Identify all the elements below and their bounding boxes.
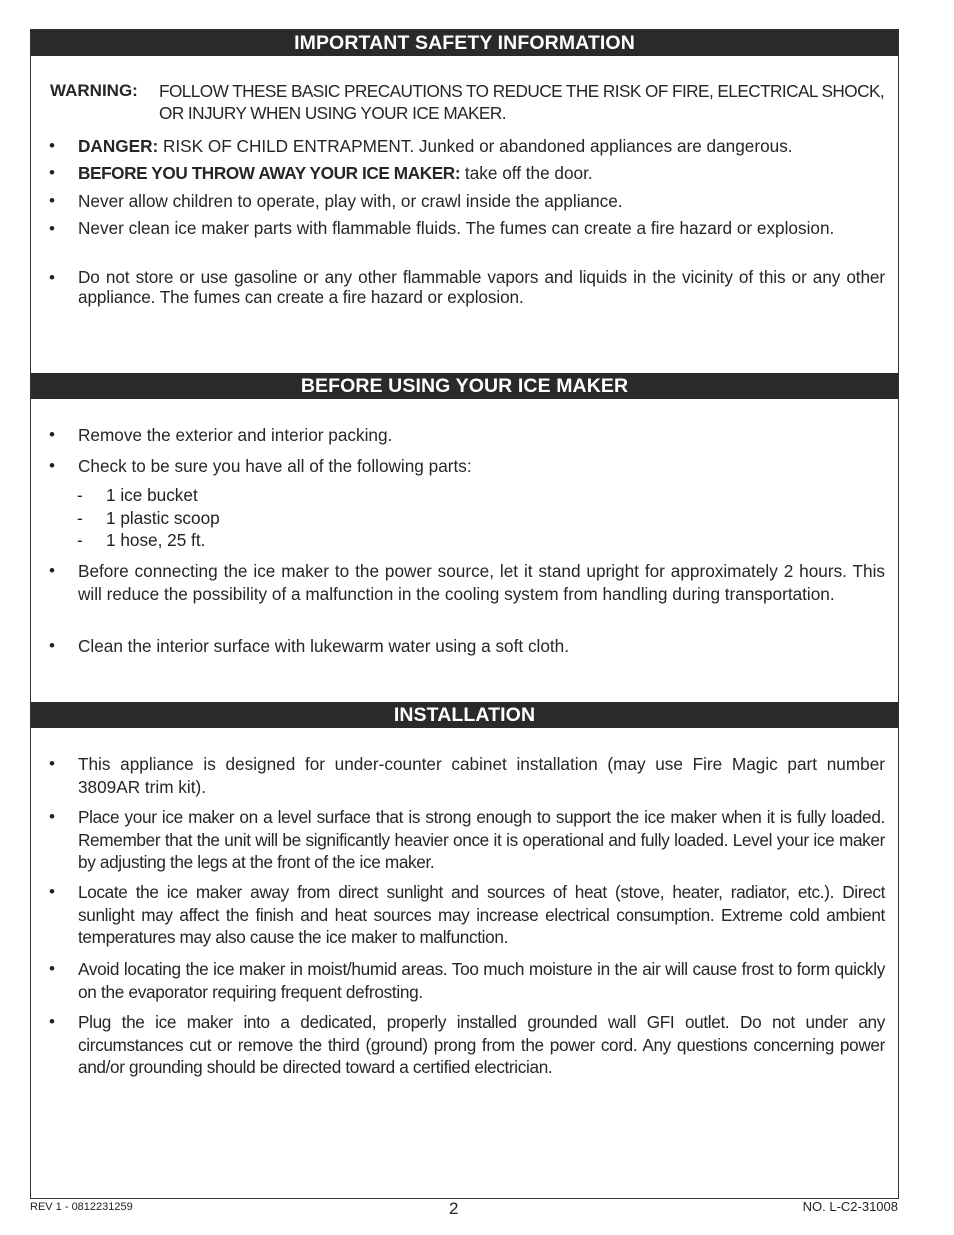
bullet-icon: • <box>49 456 55 475</box>
warning-label: WARNING: <box>50 81 138 100</box>
bullet-icon: • <box>49 959 55 978</box>
document-number: NO. L-C2-31008 <box>802 1199 898 1214</box>
page-frame: IMPORTANT SAFETY INFORMATION WARNING: FOLLOW THESE BASIC PRECAUTIONS TO REDUCE THE RISK OF FIRE, ELECTRICAL SHOCK, OR INJURY WHEN USING YOUR ICE MAKER. • DANGER: RISK OF CHILD ENTRAPMENT. Junked or abandoned appliances are dangerous. • BEFORE YOU THROW AWAY YOUR ICE MAKER: take off the door. • Never allow children to operate, play with, or crawl inside the appliance. • Never clean ice maker parts with flammable fluids. The fumes can create a fire hazard or explosion. • Do not store or use gasoline or any other flammable vapors and liquids in the vicinity of this or any other appliance. The fumes can create a fire hazard or explosion. BEFORE USING YOUR ICE MAKER • Remove the exterior and interior packing. • Check to be sure you have all of the following parts: - 1 ice bucket - 1 plastic scoop - 1 hose, 25 ft. • Before connecting the ice maker to the power source, let it stand upright for approximately 2 hours. This will reduce the possibility of a malfunction in the cooling system from handling during transportation. • Clean the interior surface with lukewarm water using a soft cloth. INSTALLATION • This appliance is designed for under-counter cabinet installation (may use Fire Magic part number 3809AR trim kit). • Place your ice maker on a level surface that is strong enough to support the ice maker when it is fully loaded. Remember that the unit will be significantly heavier once it is operational and fully loaded. Level your ice maker by adjusting the legs at the front of the ice maker. • Locate the ice maker away from direct sunlight and sources of heat (stove, heater, radiator, etc.). Direct sunlight may affect the finish and heat sources may increase electrical consumption. Extreme cold ambient temperatures may also cause the ice maker to malfunction. • Avoid locating the ice maker in moist/humid areas. Too much moisture in the air will cause frost to form quickly on the evaporator requiring frequent defrosting. • Plug the ice maker into a dedicated, properly installed grounded wall GFI outlet. Do not under any circumstances cut or remove the third (ground) prong from the power cord. Any questions concerning power and/or grounding should be directed toward a certified electrician. <box>30 29 899 1199</box>
revision-label: REV 1 - 0812231259 <box>30 1201 133 1213</box>
bullet-icon: • <box>49 807 55 826</box>
bullet-icon: • <box>49 561 55 580</box>
page-number: 2 <box>449 1199 459 1218</box>
bullet-icon: • <box>49 136 55 155</box>
bullet-text: Plug the ice maker into a dedicated, properly installed grounded wall GFI outlet. Do not under any circumstances cut or remove the third (ground) prong from the power cord. Any questions concerning power and/or grounding should be directed toward a certified electrician. <box>78 1012 885 1077</box>
bullet-icon: • <box>49 1012 55 1031</box>
bullet-text: Before connecting the ice maker to the power source, let it stand upright for approximately 2 hours. This will reduce the possibility of a malfunction in the cooling system from handling during transportation. <box>78 561 885 604</box>
bullet-text: RISK OF CHILD ENTRAPMENT. Junked or abandoned appliances are dangerous. <box>158 136 793 156</box>
bullet-text: Never clean ice maker parts with flammable fluids. The fumes can create a fire hazard or explosion. <box>78 218 835 238</box>
bullet-icon: • <box>49 163 55 182</box>
bullet-icon: • <box>49 754 55 773</box>
bullet-icon: • <box>49 636 55 655</box>
bullet-icon: • <box>49 425 55 444</box>
bullet-icon: • <box>49 191 55 210</box>
bullet-text: This appliance is designed for under-counter cabinet installation (may use Fire Magic part number 3809AR trim kit). <box>78 754 885 797</box>
bullet-icon: • <box>49 882 55 901</box>
installation-section-header: INSTALLATION <box>31 702 898 728</box>
bullet-text: Avoid locating the ice maker in moist/humid areas. Too much moisture in the air will cause frost to form quickly on the evaporator requiring frequent defrosting. <box>78 959 885 1002</box>
bullet-bold-label: DANGER: <box>78 136 159 156</box>
warning-text: FOLLOW THESE BASIC PRECAUTIONS TO REDUCE THE RISK OF FIRE, ELECTRICAL SHOCK, OR INJURY WHEN USING YOUR ICE MAKER. <box>159 81 885 123</box>
safety-section-header: IMPORTANT SAFETY INFORMATION <box>31 30 898 56</box>
bullet-text: Remove the exterior and interior packing. <box>78 425 393 445</box>
bullet-text: Clean the interior surface with lukewarm water using a soft cloth. <box>78 636 570 656</box>
bullet-icon: • <box>49 268 55 287</box>
bullet-text: Place your ice maker on a level surface that is strong enough to support the ice maker when it is fully loaded. Remember that the unit will be significantly heavier once it is operational and fully loaded. Level your ice maker by adjusting the legs at the front of the ice maker. <box>78 807 885 872</box>
bullet-text: Locate the ice maker away from direct sunlight and sources of heat (stove, heater, radiator, etc.). Direct sunlight may affect the finish and heat sources may increase electrical consumption. Extreme cold ambient temperatures may also cause the ice maker to malfunction. <box>78 882 885 947</box>
bullet-icon: • <box>49 219 55 238</box>
bullet-text: Never allow children to operate, play with, or crawl inside the appliance. <box>78 191 623 211</box>
before-section-header: BEFORE USING YOUR ICE MAKER <box>31 373 898 399</box>
bullet-text: Check to be sure you have all of the following parts: <box>78 456 472 476</box>
bullet-bold-label: BEFORE YOU THROW AWAY YOUR ICE MAKER: <box>78 163 461 183</box>
bullet-text: Do not store or use gasoline or any other flammable vapors and liquids in the vicinity of this or any other appliance. The fumes can create a fire hazard or explosion. <box>78 267 885 307</box>
bullet-text: take off the door. <box>460 163 593 183</box>
